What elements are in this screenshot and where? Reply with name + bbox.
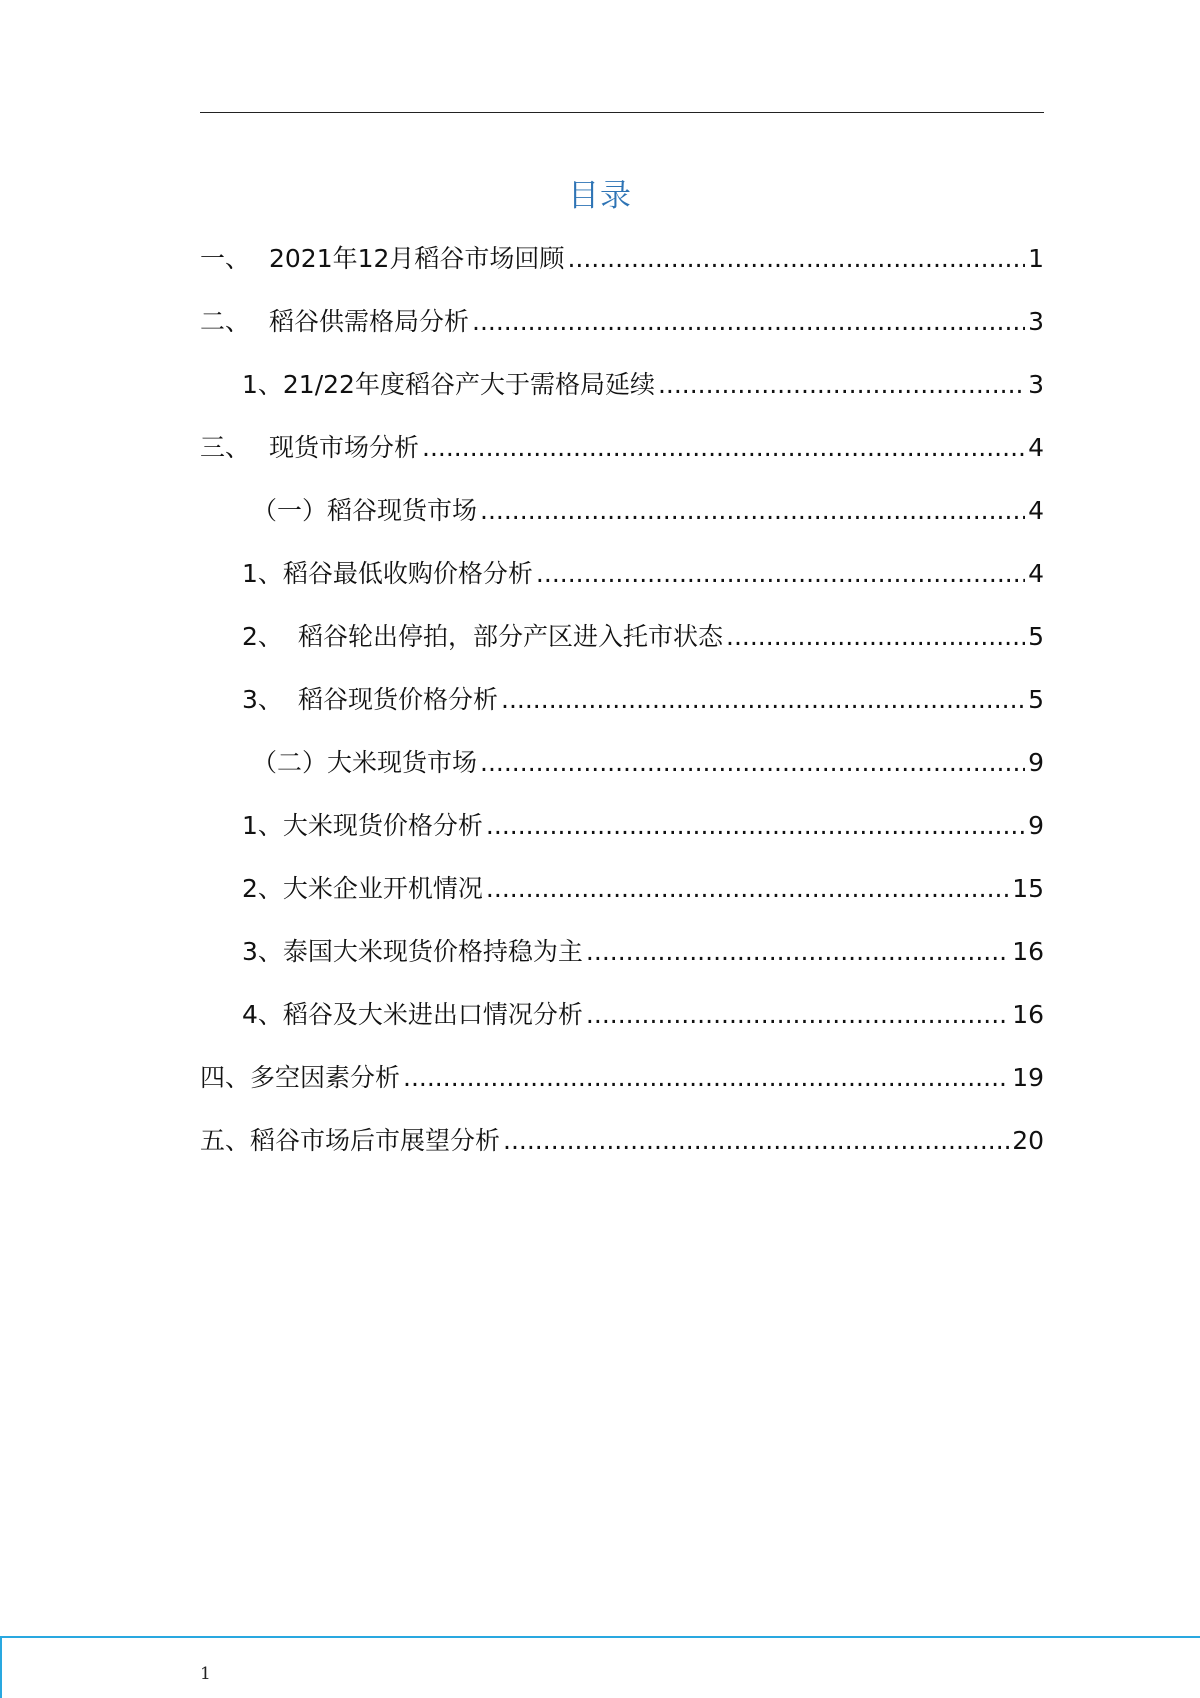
- toc-leader-dots: [658, 369, 1025, 401]
- toc-leader-dots: [586, 999, 1009, 1031]
- toc-entry-14[interactable]: [200, 1062, 1044, 1125]
- toc-entry-10[interactable]: [200, 810, 1044, 873]
- toc-entry-page: 1: [1028, 244, 1044, 273]
- toc-entry-text: 四、多空因素分析: [200, 1063, 401, 1092]
- toc-title: 目录: [568, 178, 632, 214]
- toc-entry-text: （二）大米现货市场: [252, 748, 478, 777]
- toc-entry-text: （一）稻谷现货市场: [252, 496, 478, 525]
- toc-entry-5[interactable]: [200, 495, 1044, 558]
- toc-entry-2[interactable]: [200, 306, 1044, 369]
- toc-leader-dots: [726, 621, 1025, 653]
- toc-entry-text: 3、泰国大米现货价格持稳为主: [242, 937, 583, 966]
- toc-entry-text: 1、大米现货价格分析: [242, 811, 483, 840]
- toc-leader-dots: [486, 810, 1025, 842]
- toc-leader-dots: [486, 873, 1009, 905]
- toc-entry-7[interactable]: [200, 621, 1044, 684]
- toc-leader-dots: [472, 306, 1025, 338]
- toc-leader-dots: [501, 684, 1025, 716]
- toc-entry-page: 9: [1028, 811, 1044, 840]
- page-number: 1: [200, 1664, 211, 1684]
- toc-entry-page: 5: [1028, 685, 1044, 714]
- toc-entry-text: 2、大米企业开机情况: [242, 874, 483, 903]
- toc-entry-text: 五、稻谷市场后市展望分析: [200, 1126, 501, 1155]
- toc-entry-15[interactable]: [200, 1125, 1044, 1188]
- toc-leader-dots: [567, 243, 1025, 275]
- header-rule: [200, 112, 1044, 113]
- toc-entry-text: 稻谷现货价格分析: [298, 685, 499, 714]
- toc-entry-8[interactable]: [200, 684, 1044, 747]
- toc-entry-12[interactable]: [200, 936, 1044, 999]
- toc-entry-page: 16: [1012, 937, 1044, 966]
- footer-rule: [0, 1636, 1200, 1638]
- table-of-contents: [200, 243, 1044, 1188]
- toc-entry-page: 3: [1028, 370, 1044, 399]
- toc-entry-page: 5: [1028, 622, 1044, 651]
- toc-entry-number: 一、: [200, 244, 251, 273]
- toc-entry-number: 2、: [242, 622, 283, 651]
- toc-entry-text: 现货市场分析: [269, 433, 420, 462]
- toc-entry-number: 三、: [200, 433, 251, 462]
- footer-left-rule: [0, 1636, 2, 1698]
- toc-leader-dots: [503, 1125, 1009, 1157]
- toc-entry-page: 9: [1028, 748, 1044, 777]
- toc-entry-number: 二、: [200, 307, 251, 336]
- toc-entry-1[interactable]: [200, 243, 1044, 306]
- toc-leader-dots: [422, 432, 1025, 464]
- toc-entry-text: 1、稻谷最低收购价格分析: [242, 559, 533, 588]
- toc-entry-4[interactable]: [200, 432, 1044, 495]
- toc-entry-page: 15: [1012, 874, 1044, 903]
- toc-entry-page: 4: [1028, 433, 1044, 462]
- toc-entry-page: 19: [1012, 1063, 1044, 1092]
- toc-entry-text: 稻谷轮出停拍，部分产区进入托市状态: [298, 622, 724, 651]
- toc-leader-dots: [586, 936, 1009, 968]
- toc-leader-dots: [480, 747, 1025, 779]
- toc-entry-page: 3: [1028, 307, 1044, 336]
- toc-entry-page: 20: [1012, 1126, 1044, 1155]
- toc-entry-11[interactable]: [200, 873, 1044, 936]
- toc-leader-dots: [536, 558, 1025, 590]
- toc-leader-dots: [403, 1062, 1009, 1094]
- toc-entry-text: 4、稻谷及大米进出口情况分析: [242, 1000, 583, 1029]
- toc-entry-text: 稻谷供需格局分析: [269, 307, 470, 336]
- toc-entry-number: 3、: [242, 685, 283, 714]
- toc-entry-page: 4: [1028, 496, 1044, 525]
- toc-entry-13[interactable]: [200, 999, 1044, 1062]
- toc-entry-3[interactable]: [200, 369, 1044, 432]
- toc-entry-text: 1、21/22年度稻谷产大于需格局延续: [242, 370, 655, 399]
- toc-leader-dots: [480, 495, 1025, 527]
- toc-entry-9[interactable]: [200, 747, 1044, 810]
- toc-entry-page: 16: [1012, 1000, 1044, 1029]
- toc-entry-6[interactable]: [200, 558, 1044, 621]
- toc-entry-text: 2021年12月稻谷市场回顾: [269, 244, 565, 273]
- toc-entry-page: 4: [1028, 559, 1044, 588]
